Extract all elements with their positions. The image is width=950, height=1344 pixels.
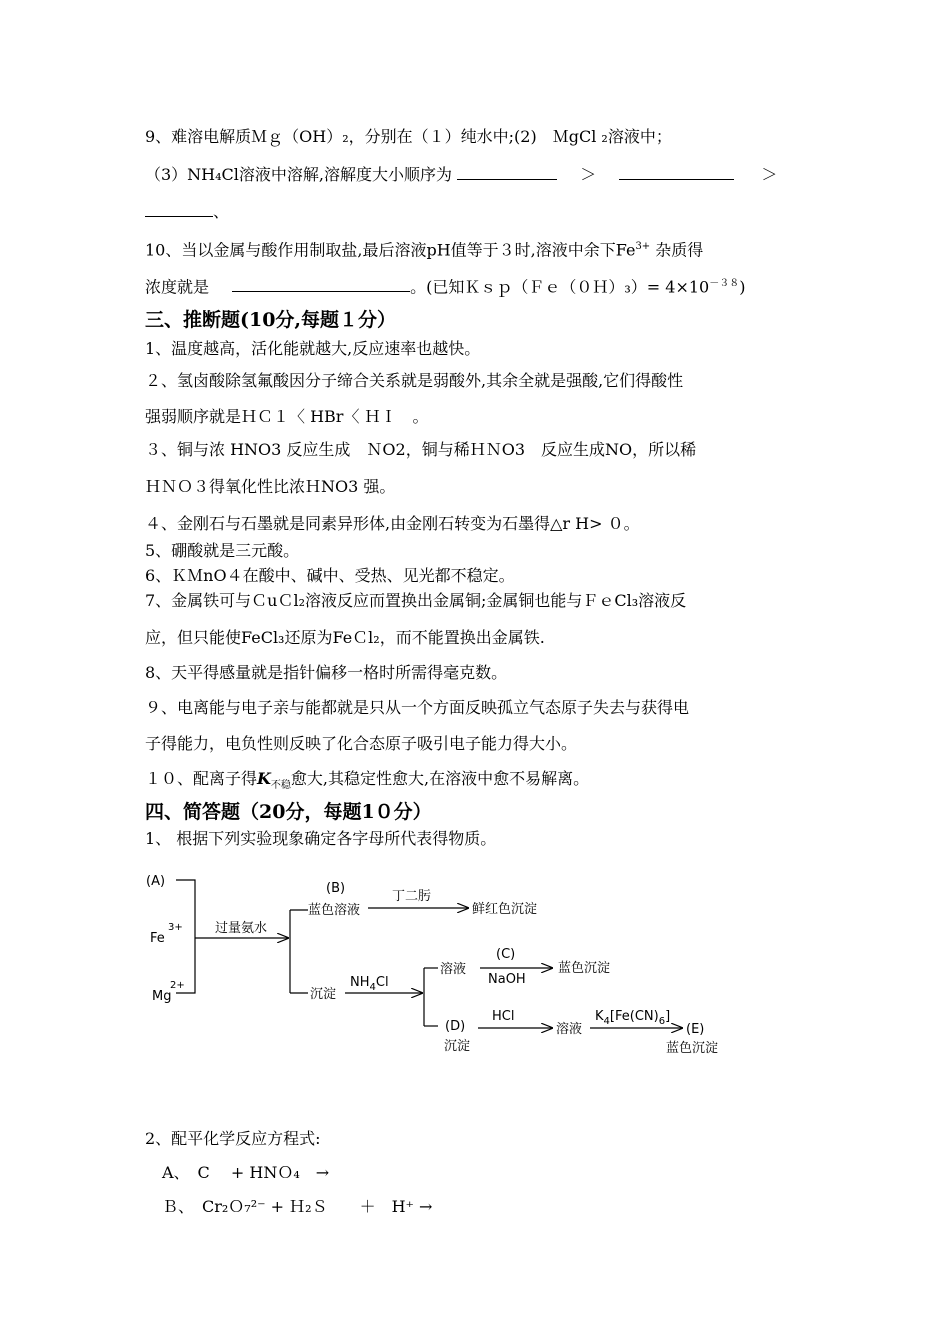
label-fe-charge: 3+ (168, 922, 183, 933)
gt-sign-1: ＞ (580, 165, 597, 184)
k4-k: K (595, 1009, 604, 1024)
s4-q1: 1、 根据下列实验现象确定各字母所代表得物质。 (145, 829, 497, 848)
label-mg: Mg (152, 989, 172, 1004)
label-mg-charge: 2+ (170, 980, 185, 991)
q10-line2-text: 浓度就是 (145, 277, 210, 297)
k4-end: ] (665, 1009, 671, 1024)
bracket-line (176, 880, 195, 993)
section4-title: 四、简答题（20分，每题1０分） (145, 801, 432, 823)
k4-rest: [Fe(CN) (609, 1009, 659, 1024)
q10-line2 (145, 273, 745, 298)
q9-line2-text: （3）NH₄Cl溶液中溶解,溶解度大小顺序为 (145, 165, 452, 184)
label-c: (C) (496, 947, 516, 962)
gt-sign-2: ＞ (761, 165, 778, 184)
s3-item-5: 5、硼酸就是三元酸。 (145, 541, 300, 560)
q10-line1-end: 杂质得 (650, 240, 704, 260)
s3-item-2b: 强弱顺序就是ＨＣ１〈 HBr〈 ＨＩ 。 (145, 407, 429, 426)
q9-line1: 9、难溶电解质Ｍｇ（OH）₂，分别在（１）纯水中;(2) ＭgCl ₂溶液中； (145, 127, 672, 146)
label-precip-d: 沉淀 (444, 1039, 471, 1054)
label-d: (D) (445, 1019, 466, 1034)
answer-blank-1[interactable] (457, 163, 557, 180)
s3-item-3b: ＨＮＯ３得氧化性比浓ＨNO3 强。 (145, 477, 396, 496)
label-dmg: 丁二肟 (392, 889, 432, 904)
q9-line3-end: 、 (213, 202, 230, 221)
label-a: (A) (146, 874, 166, 889)
s3-item-4: ４、金刚石与石墨就是同素异形体,由金刚石转变为石墨得△r H> ０。 (145, 514, 640, 533)
s3-item-8: 8、天平得感量就是指针偏移一格时所需得毫克数。 (145, 663, 508, 682)
s4-q2: 2、配平化学反应方程式: (145, 1129, 321, 1148)
label-hcl: HCl (492, 1009, 515, 1024)
s3-item-10-end: 愈大,其稳定性愈大,在溶液中愈不易解离。 (290, 769, 590, 788)
s3-item-3a: ３、铜与浓 HNO3 反应生成 ＮO2，铜与稀ＨＮO3 反应生成NO，所以稀 (145, 440, 697, 459)
answer-blank-3[interactable] (145, 200, 213, 217)
q10-line1 (145, 236, 703, 261)
nh4cl-cl: Cl (375, 975, 389, 990)
label-red-precip: 鲜红色沉淀 (472, 902, 538, 917)
nh4cl-sub: 4 (369, 982, 376, 993)
answer-blank-2[interactable] (619, 163, 734, 180)
s3-item-10-text: １０、配离子得 (145, 769, 258, 788)
s3-item-10 (145, 768, 589, 797)
fe-charge: 3+ (635, 241, 651, 252)
label-b: (B) (326, 881, 346, 896)
equation-a: A、 C + HNＯ₄ → (162, 1163, 330, 1182)
k4-sub: 4 (603, 1016, 610, 1027)
label-solution: 溶液 (440, 962, 467, 977)
label-k4 (595, 1009, 670, 1027)
s3-item-9b: 子得能力，电负性则反映了化合态原子吸引电子能力得大小。 (145, 734, 578, 753)
q9-line2 (145, 163, 777, 186)
ksp-exponent: －３８ (709, 278, 740, 289)
label-blue-precip: 蓝色沉淀 (558, 961, 611, 976)
label-blue-solution: 蓝色溶液 (308, 903, 361, 918)
q10-line1-text: 10、当以金属与酸作用制取盐,最后溶液pH值等于３时,溶液中余下Fe (145, 240, 636, 260)
s3-item-6: 6、ＫＭnO４在酸中、碱中、受热、见光都不稳定。 (145, 566, 515, 585)
q9-line3 (145, 200, 229, 223)
label-blue-precip-e: 蓝色沉淀 (666, 1041, 719, 1056)
s3-item-9a: ９、电离能与电子亲与能都就是只从一个方面反映孤立气态原子失去与获得电 (145, 698, 690, 717)
k-subscript: 不稳 (270, 780, 291, 792)
reaction-flow-diagram (140, 868, 740, 1068)
k4-sub2: 6 (658, 1016, 666, 1027)
label-e: (E) (686, 1022, 705, 1037)
nh4cl-n: NH (350, 975, 370, 990)
label-solution2: 溶液 (556, 1022, 583, 1037)
k-symbol: K (257, 769, 271, 788)
q10-close: ) (739, 277, 746, 297)
s3-item-7a: 7、金属铁可与ＣuＣl₂溶液反应而置换出金属铜;金属铜也能与ＦｅCl₃溶液反 (145, 591, 687, 610)
answer-blank-4[interactable] (232, 275, 410, 292)
equation-b: Ｂ、 Cr₂Ｏ₇²⁻ + Ｈ₂Ｓ ＋ H⁺ → (162, 1197, 433, 1216)
label-fe: Fe (150, 931, 165, 946)
label-nh4cl (350, 975, 389, 993)
section3-title: 三、推断题(10分,每题１分） (145, 309, 397, 331)
s3-item-2a: ２、氢卤酸除氢氟酸因分子缔合关系就是弱酸外,其余全就是强酸,它们得酸性 (145, 371, 684, 390)
q10-ksp: 。(已知Ｋｓｐ（Ｆｅ（０Ｈ）₃）= 4×10 (410, 277, 710, 297)
s3-item-1: 1、温度越高，活化能就越大,反应速率也越快。 (145, 339, 481, 358)
label-precip: 沉淀 (310, 987, 337, 1002)
label-naoh: NaOH (488, 972, 526, 987)
s3-item-7b: 应，但只能使FeCl₃还原为FeＣl₂，而不能置换出金属铁. (145, 628, 545, 647)
label-ammonia: 过量氨水 (215, 921, 268, 936)
